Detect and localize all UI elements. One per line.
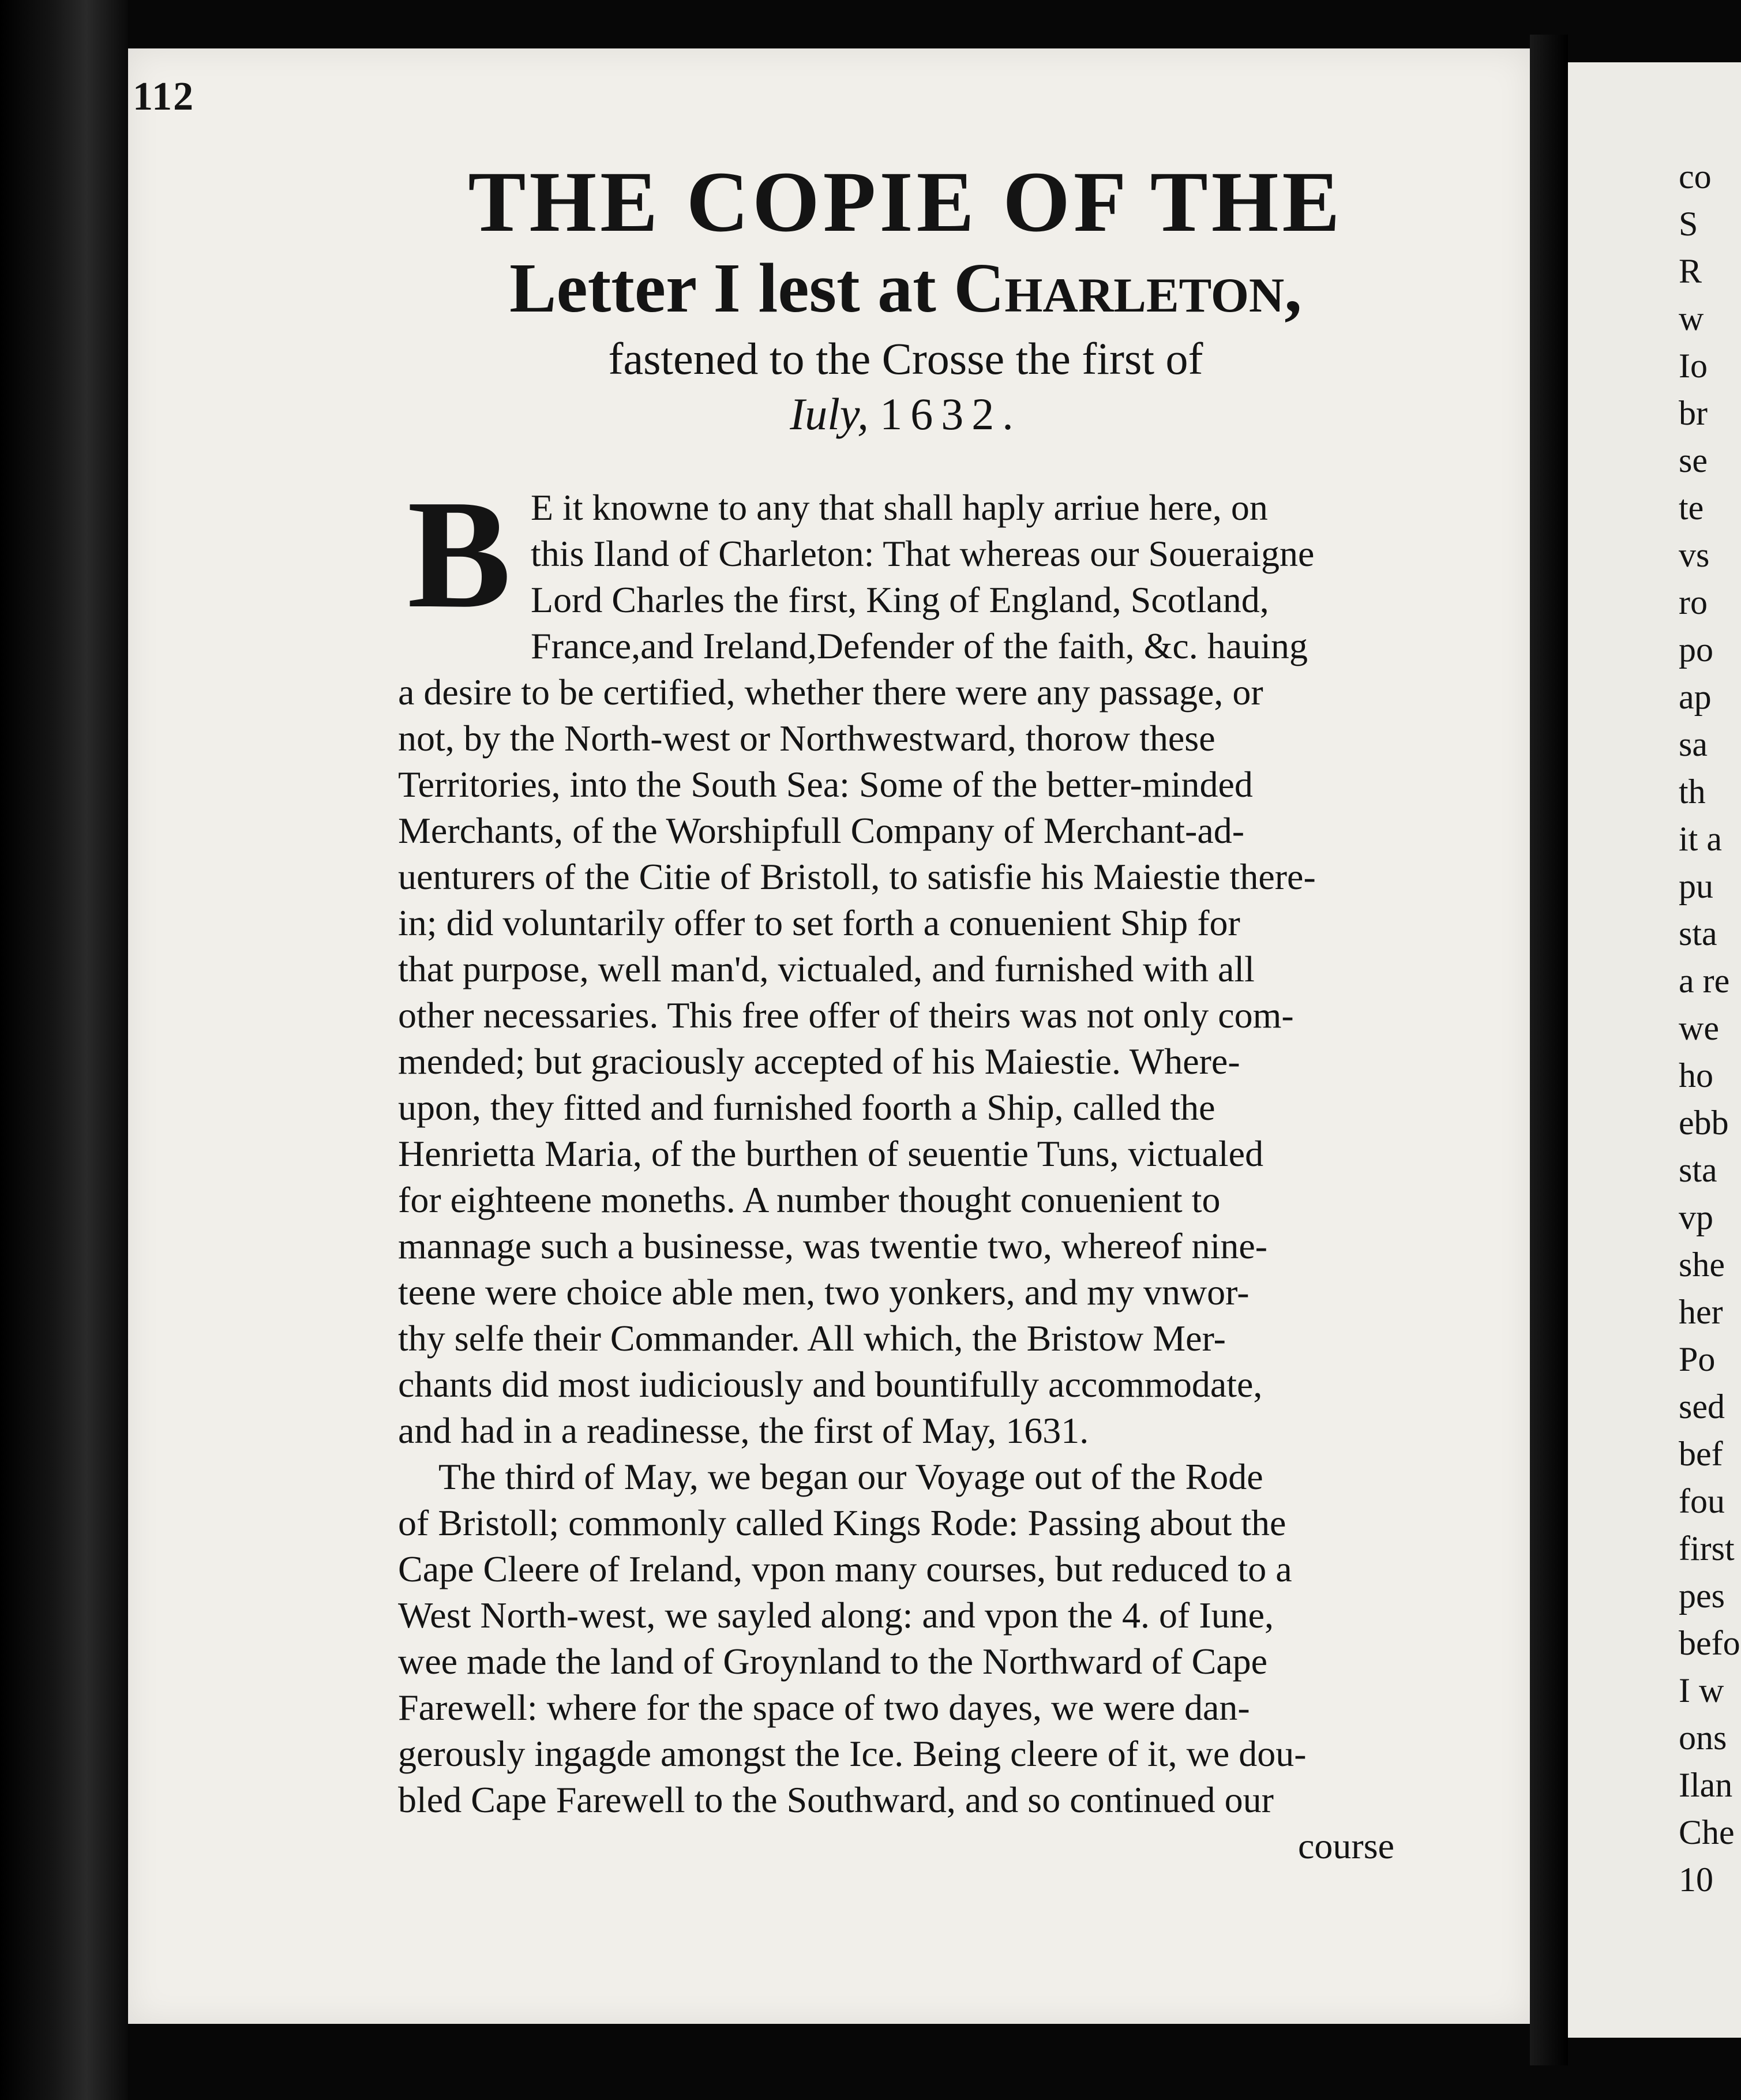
right-page-fragment: pu — [1679, 867, 1713, 905]
right-page-fragment: we — [1679, 1009, 1719, 1047]
right-page-fragment: R — [1679, 252, 1702, 290]
body-line: Henrietta Maria, of the burthen of seuentie Tuns, victualed — [398, 1133, 1264, 1174]
body-line: course — [1298, 1825, 1395, 1866]
body-line: Cape Cleere of Ireland, vpon many courses, but reduced to a — [398, 1548, 1292, 1589]
right-page-fragment: po — [1679, 631, 1713, 669]
body-line: this Iland of Charleton: That whereas our Soueraigne — [531, 533, 1315, 574]
right-page-fragment: a re — [1679, 962, 1730, 1000]
right-page-fragment: S — [1679, 205, 1698, 243]
right-page-fragment: ons — [1679, 1719, 1727, 1757]
heading-line-2 — [369, 248, 1442, 329]
right-page-fragment: co — [1679, 158, 1712, 196]
body-line: bled Cape Farewell to the Southward, and so continued our — [398, 1779, 1274, 1820]
body-line: wee made the land of Groynland to the Northward of Cape — [398, 1641, 1268, 1682]
body-line: France,and Ireland,Defender of the faith, &c. hauing — [531, 625, 1308, 666]
right-page-fragment: 10 — [1679, 1861, 1713, 1899]
right-page-fragment: pes — [1679, 1577, 1725, 1615]
body-line: gerously ingagde amongst the Ice. Being cleere of it, we dou- — [398, 1733, 1307, 1774]
body-line: The third of May, we began our Voyage out of the Rode — [438, 1456, 1263, 1497]
body-line: mended; but graciously accepted of his Maiestie. Where- — [398, 1041, 1240, 1082]
body-line: that purpose, well man'd, victualed, and furnished with all — [398, 948, 1255, 989]
right-page-fragment: Che — [1679, 1813, 1735, 1851]
body-line: for eighteene moneths. A number thought conuenient to — [398, 1179, 1221, 1220]
body-line: upon, they fitted and furnished foorth a Ship, called the — [398, 1087, 1215, 1128]
book-binding-edge — [0, 0, 128, 2100]
heading-date — [369, 387, 1442, 442]
heading-place-name: Charleton, — [954, 249, 1302, 327]
body-line: Merchants, of the Worshipfull Company of Merchant-ad- — [398, 810, 1245, 851]
right-page-fragment: her — [1679, 1293, 1723, 1331]
right-page-fragment: first — [1679, 1529, 1735, 1567]
right-page-fragment: sta — [1679, 914, 1717, 952]
body-line: uenturers of the Citie of Bristoll, to satisfie his Maiestie there- — [398, 856, 1316, 897]
right-page-fragment: w — [1679, 299, 1704, 337]
right-page-fragment: Ilan — [1679, 1766, 1733, 1804]
body-line: Lord Charles the first, King of England, Scotland, — [531, 579, 1269, 620]
right-page-fragment: sa — [1679, 725, 1708, 763]
right-page-fragment: she — [1679, 1246, 1725, 1284]
body-line: West North-west, we sayled along: and vpon the 4. of Iune, — [398, 1595, 1274, 1636]
heading-line-1: THE COPIE OF THE — [468, 154, 1344, 250]
heading-month: Iuly, — [790, 389, 869, 439]
book-spine — [1530, 35, 1568, 2065]
body-line: chants did most iudiciously and bountifully accommodate, — [398, 1364, 1263, 1405]
heading-line-3: fastened to the Crosse the first of — [608, 333, 1203, 384]
heading-line-2-start: Letter I lest at — [509, 249, 954, 327]
right-page-fragment: ebb — [1679, 1104, 1729, 1142]
body-line: in; did voluntarily offer to set forth a conuenient Ship for — [398, 902, 1240, 943]
heading-year: 1632. — [880, 389, 1022, 439]
right-page-fragment: vp — [1679, 1198, 1713, 1236]
right-page-fragment: th — [1679, 772, 1706, 811]
right-page-fragment: ho — [1679, 1056, 1713, 1094]
right-page-fragment: ap — [1679, 678, 1712, 716]
right-page-fragment: bef — [1679, 1435, 1723, 1473]
drop-cap: B — [407, 468, 512, 640]
body-line: other necessaries. This free offer of theirs was not only com- — [398, 995, 1294, 1036]
right-page-fragment: I w — [1679, 1671, 1724, 1709]
body-line: a desire to be certified, whether there were any passage, or — [398, 672, 1263, 712]
body-line: not, by the North-west or Northwestward, thorow these — [398, 718, 1215, 759]
page-number: 112 — [133, 74, 195, 119]
body-line: Territories, into the South Sea: Some of the better-minded — [398, 764, 1253, 805]
body-line: of Bristoll; commonly called Kings Rode: Passing about the — [398, 1502, 1286, 1543]
body-line: and had in a readinesse, the first of May, 1631. — [398, 1410, 1089, 1451]
right-page-fragment: br — [1679, 394, 1708, 432]
right-page-fragment: fou — [1679, 1482, 1725, 1520]
body-line: teene were choice able men, two yonkers, and my vnwor- — [398, 1272, 1250, 1312]
body-line: Farewell: where for the space of two dayes, we were dan- — [398, 1687, 1250, 1728]
body-line: thy selfe their Commander. All which, the Bristow Mer- — [398, 1318, 1226, 1359]
right-page-fragment: Po — [1679, 1340, 1716, 1378]
letter-heading — [369, 156, 1442, 442]
right-page-fragment: sed — [1679, 1387, 1725, 1426]
right-page-fragment: te — [1679, 489, 1704, 527]
right-page-fragment: se — [1679, 441, 1708, 479]
right-page-fragment: it a — [1679, 820, 1722, 858]
right-page-fragment: Io — [1679, 347, 1708, 385]
right-page-fragment: sta — [1679, 1151, 1717, 1189]
body-line: mannage such a businesse, was twentie two, whereof nine- — [398, 1225, 1268, 1266]
right-page-fragment: vs — [1679, 536, 1710, 574]
right-page-fragment: befo — [1679, 1624, 1740, 1662]
right-page-fragment: ro — [1679, 583, 1708, 621]
body-line: E it knowne to any that shall haply arriue here, on — [531, 487, 1268, 528]
